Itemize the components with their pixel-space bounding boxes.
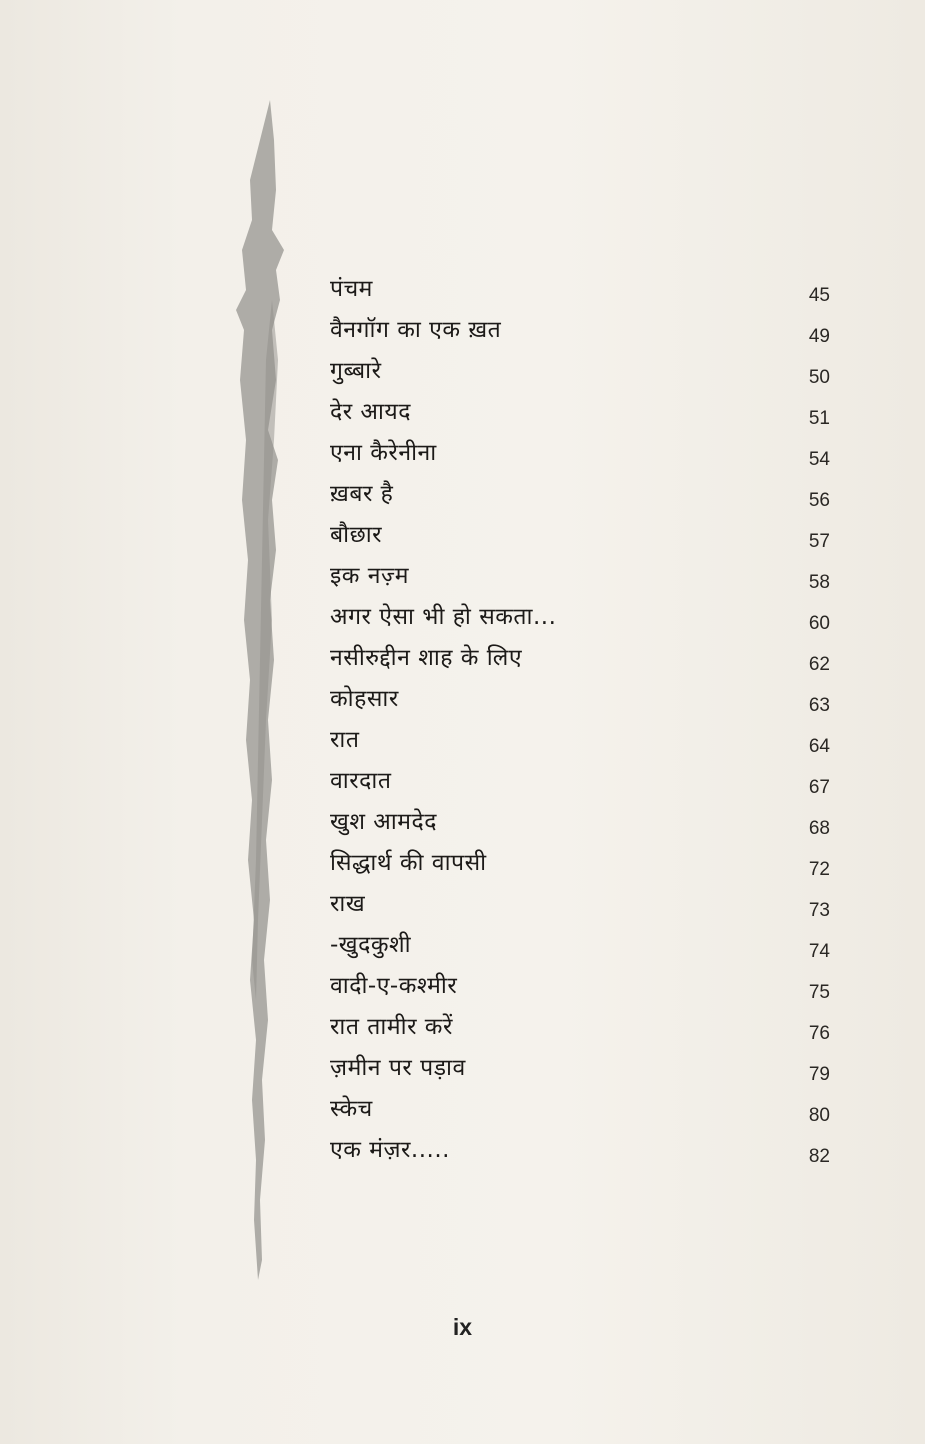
toc-entry-title: ख़बर है bbox=[330, 481, 394, 507]
toc-entry-title: -खुदकुशी bbox=[330, 932, 412, 958]
toc-entry-page: 82 bbox=[808, 1146, 830, 1167]
toc-entry-title: गुब्बारे bbox=[330, 358, 382, 384]
toc-entry[interactable] bbox=[0, 561, 925, 602]
toc-entry-page: 58 bbox=[808, 572, 830, 593]
toc-entry-page: 51 bbox=[808, 408, 830, 429]
toc-entry[interactable] bbox=[0, 274, 925, 315]
toc-entry-page: 75 bbox=[808, 982, 830, 1003]
toc-entry[interactable] bbox=[0, 930, 925, 971]
toc-entry[interactable] bbox=[0, 438, 925, 479]
toc-entry[interactable] bbox=[0, 643, 925, 684]
toc-entry[interactable] bbox=[0, 479, 925, 520]
table-of-contents bbox=[0, 274, 925, 1176]
toc-entry-page: 73 bbox=[808, 900, 830, 921]
toc-entry-page: 57 bbox=[808, 531, 830, 552]
toc-entry[interactable] bbox=[0, 1012, 925, 1053]
toc-entry-page: 68 bbox=[808, 818, 830, 839]
page-number: ix bbox=[452, 1314, 473, 1340]
toc-entry-title: वारदात bbox=[330, 768, 392, 794]
toc-entry[interactable] bbox=[0, 848, 925, 889]
toc-entry[interactable] bbox=[0, 684, 925, 725]
toc-entry-title: कोहसार bbox=[330, 686, 399, 712]
toc-entry[interactable] bbox=[0, 807, 925, 848]
toc-entry-title: अगर ऐसा भी हो सकता... bbox=[330, 604, 557, 630]
toc-entry-page: 80 bbox=[808, 1105, 830, 1126]
toc-entry-page: 76 bbox=[808, 1023, 830, 1044]
toc-entry-page: 50 bbox=[808, 367, 830, 388]
toc-entry-title: रात bbox=[330, 727, 360, 753]
toc-entry-page: 79 bbox=[808, 1064, 830, 1085]
toc-entry-page: 72 bbox=[808, 859, 830, 880]
toc-entry-page: 45 bbox=[808, 285, 830, 306]
toc-entry-title: स्केच bbox=[330, 1096, 373, 1122]
toc-entry[interactable] bbox=[0, 1135, 925, 1176]
toc-entry-title: वैनगॉग का एक ख़त bbox=[330, 317, 502, 343]
toc-entry-title: ज़मीन पर पड़ाव bbox=[330, 1055, 466, 1081]
toc-entry-page: 62 bbox=[808, 654, 830, 675]
toc-entry[interactable] bbox=[0, 971, 925, 1012]
toc-entry-page: 49 bbox=[808, 326, 830, 347]
toc-entry-title: पंचम bbox=[330, 276, 373, 302]
toc-entry-title: सिद्धार्थ की वापसी bbox=[330, 850, 487, 876]
toc-entry[interactable] bbox=[0, 1053, 925, 1094]
toc-entry-title: इक नज़्म bbox=[330, 563, 409, 589]
toc-entry-title: राख bbox=[330, 891, 366, 917]
toc-entry-page: 63 bbox=[808, 695, 830, 716]
toc-entry[interactable] bbox=[0, 889, 925, 930]
toc-entry-page: 64 bbox=[808, 736, 830, 757]
toc-entry[interactable] bbox=[0, 356, 925, 397]
toc-entry-page: 74 bbox=[808, 941, 830, 962]
toc-entry[interactable] bbox=[0, 397, 925, 438]
toc-entry[interactable] bbox=[0, 315, 925, 356]
toc-entry-page: 60 bbox=[808, 613, 830, 634]
toc-entry-title: देर आयद bbox=[330, 399, 411, 425]
toc-entry[interactable] bbox=[0, 766, 925, 807]
toc-entry[interactable] bbox=[0, 602, 925, 643]
toc-entry[interactable] bbox=[0, 725, 925, 766]
toc-entry[interactable] bbox=[0, 1094, 925, 1135]
toc-entry-title: एक मंज़र..... bbox=[330, 1137, 450, 1163]
toc-entry-title: वादी-ए-कश्मीर bbox=[330, 973, 458, 999]
toc-entry-title: खुश आमदेद bbox=[330, 809, 437, 835]
toc-entry-title: नसीरुद्दीन शाह के लिए bbox=[330, 645, 523, 671]
toc-entry-page: 54 bbox=[808, 449, 830, 470]
toc-entry[interactable] bbox=[0, 520, 925, 561]
toc-entry-title: रात तामीर करें bbox=[330, 1014, 453, 1040]
toc-entry-page: 67 bbox=[808, 777, 830, 798]
toc-entry-page: 56 bbox=[808, 490, 830, 511]
toc-entry-title: एना कैरेनीना bbox=[330, 440, 437, 466]
toc-entry-title: बौछार bbox=[330, 522, 383, 548]
